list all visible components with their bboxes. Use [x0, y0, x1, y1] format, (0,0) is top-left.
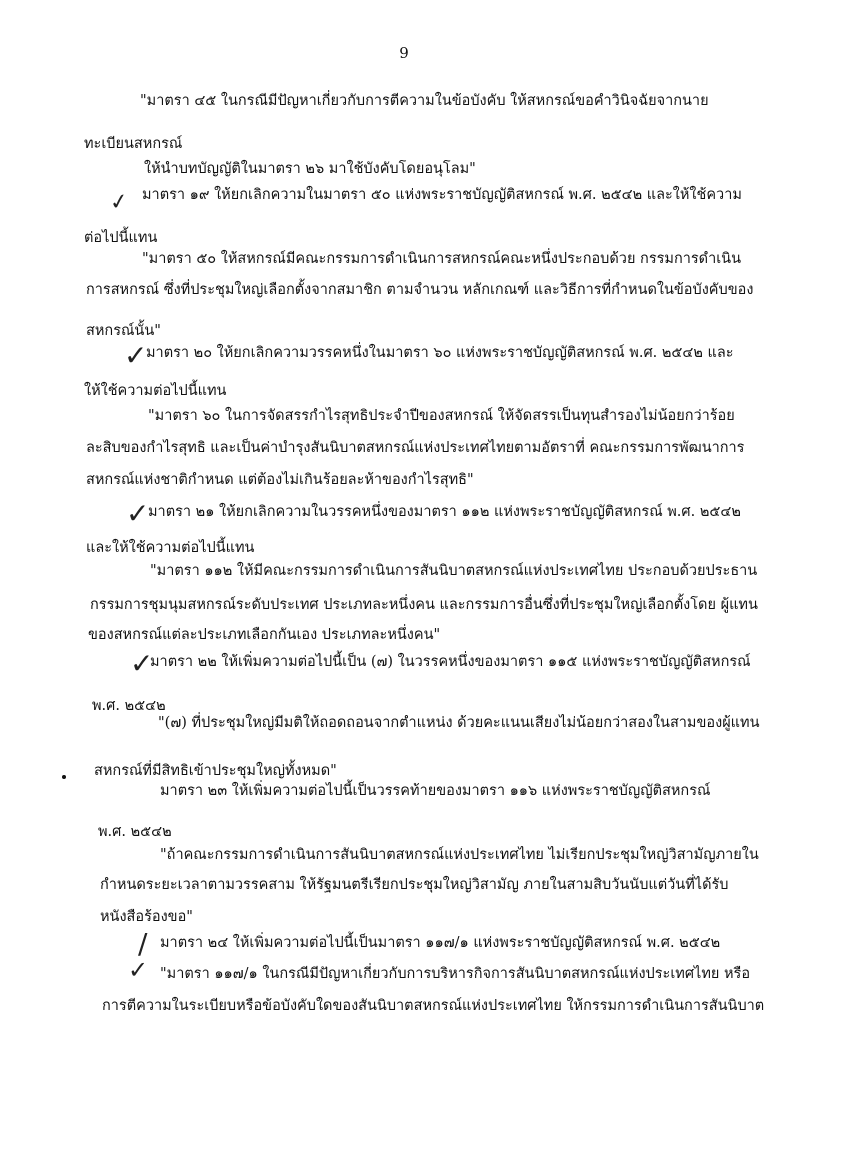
- text-line: "มาตรา ๔๕ ในกรณีมีปัญหาเกี่ยวกับการตีความในข้อบังคับ ให้สหกรณ์ขอคำวินิจฉัยจากนาย: [140, 93, 709, 109]
- text-line: มาตรา ๒๐ ให้ยกเลิกความวรรคหนึ่งในมาตรา ๖๐ แห่งพระราชบัญญัติสหกรณ์ พ.ศ. ๒๕๔๒ และ: [146, 345, 734, 361]
- text-line: "ถ้าคณะกรรมการดำเนินการสันนิบาตสหกรณ์แห่งประเทศไทย ไม่เรียกประชุมใหญ่วิสามัญภายใน: [160, 847, 759, 863]
- text-line: มาตรา ๑๙ ให้ยกเลิกความในมาตรา ๕๐ แห่งพระราชบัญญัติสหกรณ์ พ.ศ. ๒๕๔๒ และให้ใช้ความ: [142, 187, 742, 203]
- text-line: การสหกรณ์ ซึ่งที่ประชุมใหญ่เลือกตั้งจากสมาชิก ตามจำนวน หลักเกณฑ์ และวิธีการที่กำหนดในข้อบังคับของ: [86, 282, 754, 298]
- bullet-dot: [62, 775, 66, 779]
- checkmark-icon: ✓: [128, 956, 149, 984]
- checkmark-icon: ✓: [124, 339, 148, 372]
- text-line: สหกรณ์นั้น": [86, 323, 161, 339]
- text-line: สหกรณ์ที่มีสิทธิเข้าประชุมใหญ่ทั้งหมด": [94, 763, 337, 779]
- text-line: "มาตรา ๖๐ ในการจัดสรรกำไรสุทธิประจำปีของสหกรณ์ ให้จัดสรรเป็นทุนสำรองไม่น้อยกว่าร้อย: [148, 408, 735, 424]
- text-line: ของสหกรณ์แต่ละประเภทเลือกกันเอง ประเภทละหนึ่งคน": [88, 627, 441, 643]
- text-line: "(๗) ที่ประชุมใหญ่มีมติให้ถอดถอนจากตำแหน่ง ด้วยคะแนนเสียงไม่น้อยกว่าสองในสามของผู้แทน: [158, 715, 760, 731]
- text-line: มาตรา ๒๔ ให้เพิ่มความต่อไปนี้เป็นมาตรา ๑๑๗/๑ แห่งพระราชบัญญัติสหกรณ์ พ.ศ. ๒๕๔๒: [160, 935, 721, 951]
- text-line: ละสิบของกำไรสุทธิ และเป็นค่าบำรุงสันนิบาตสหกรณ์แห่งประเทศไทยตามอัตราที่ คณะกรรมการพัฒนาการ: [86, 440, 745, 456]
- text-line: "มาตรา ๑๑๒ ให้มีคณะกรรมการดำเนินการสันนิบาตสหกรณ์แห่งประเทศไทย ประกอบด้วยประธาน: [150, 563, 758, 579]
- text-line: มาตรา ๒๒ ให้เพิ่มความต่อไปนี้เป็น (๗) ในวรรคหนึ่งของมาตรา ๑๑๕ แห่งพระราชบัญญัติสหกรณ์: [150, 654, 751, 670]
- text-line: พ.ศ. ๒๕๔๒: [92, 698, 166, 714]
- text-line: และให้ใช้ความต่อไปนี้แทน: [86, 540, 255, 556]
- text-line: กำหนดระยะเวลาตามวรรคสาม ให้รัฐมนตรีเรียกประชุมใหญ่วิสามัญ ภายในสามสิบวันนับแต่วันที่ได้รับ: [100, 877, 729, 893]
- text-line: ทะเบียนสหกรณ์: [84, 136, 183, 152]
- text-line: "มาตรา ๑๑๗/๑ ในกรณีมีปัญหาเกี่ยวกับการบริหารกิจการสันนิบาตสหกรณ์แห่งประเทศไทย หรือ: [160, 966, 751, 982]
- checkmark-icon: ✓: [130, 647, 154, 680]
- text-line: หนังสือร้องขอ": [100, 909, 193, 925]
- checkmark-icon: ✓: [108, 188, 131, 217]
- text-line: "มาตรา ๕๐ ให้สหกรณ์มีคณะกรรมการดำเนินการสหกรณ์คณะหนึ่งประกอบด้วย กรรมการดำเนิน: [142, 251, 742, 267]
- text-line: พ.ศ. ๒๕๔๒: [98, 824, 172, 840]
- checkmark-icon: /: [138, 927, 148, 960]
- text-line: กรรมการชุมนุมสหกรณ์ระดับประเทศ ประเภทละหนึ่งคน และกรรมการอื่นซึ่งที่ประชุมใหญ่เลือกตั้งโดย ผู้แทน: [90, 597, 758, 613]
- text-line: ให้นำบทบัญญัติในมาตรา ๒๖ มาใช้บังคับโดยอนุโลม": [144, 161, 476, 177]
- text-line: สหกรณ์แห่งชาติกำหนด แต่ต้องไม่เกินร้อยละห้าของกำไรสุทธิ": [86, 472, 474, 488]
- text-line: มาตรา ๒๑ ให้ยกเลิกความในวรรคหนึ่งของมาตรา ๑๑๒ แห่งพระราชบัญญัติสหกรณ์ พ.ศ. ๒๕๔๒: [148, 504, 741, 520]
- checkmark-icon: ✓: [126, 497, 150, 530]
- text-line: ต่อไปนี้แทน: [84, 230, 158, 246]
- text-line: มาตรา ๒๓ ให้เพิ่มความต่อไปนี้เป็นวรรคท้ายของมาตรา ๑๑๖ แห่งพระราชบัญญัติสหกรณ์: [160, 783, 711, 799]
- page-number: 9: [399, 44, 409, 62]
- text-line: ให้ใช้ความต่อไปนี้แทน: [84, 383, 227, 399]
- text-line: การตีความในระเบียบหรือข้อบังคับใดของสันนิบาตสหกรณ์แห่งประเทศไทย ให้กรรมการดำเนินการสันนิบาต: [102, 998, 765, 1014]
